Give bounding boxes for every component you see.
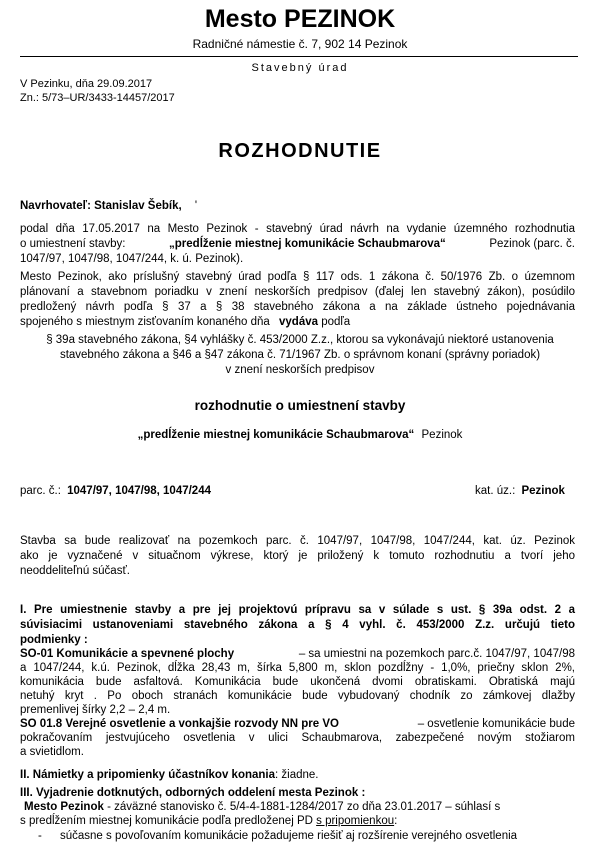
decision-subject-town: Pezinok bbox=[421, 429, 463, 441]
s2-line bbox=[20, 768, 319, 783]
so2-line1 bbox=[20, 717, 575, 732]
s1-heading-line3: podmienky : bbox=[20, 634, 88, 646]
p2-line4 bbox=[20, 315, 350, 330]
p2-line1: Mesto Pezinok, ako príslušný stavebný úrad podľa § 117 ods. 1 zákona č. 50/1976 Zb. o územnom bbox=[20, 271, 575, 283]
city-address: Radničné námestie č. 7, 902 14 Pezinok bbox=[192, 37, 408, 51]
p1-line2 bbox=[20, 237, 575, 252]
s3-l2a: s predĺžením miestnej komunikácie podľa predloženej PD bbox=[20, 815, 313, 827]
place-date: V Pezinku, dňa 29.09.2017 bbox=[20, 78, 153, 90]
so2-line3: a svietidlom. bbox=[20, 746, 84, 758]
law-line3: v znení neskorších predpisov bbox=[225, 364, 375, 376]
city-title: Mesto PEZINOK bbox=[204, 5, 396, 33]
p3-line3: neoddeliteľnú súčasť. bbox=[20, 565, 130, 577]
p1-subject: „predĺženie miestnej komunikácie Schaubmarova“ bbox=[169, 238, 446, 250]
so1-line4: netuhý kryt . Po oboch stranách komunikácie bude vybudovaný chodník zo zámkovej dlažby bbox=[20, 690, 575, 702]
p2-line3: predložený návrh podľa § 37 a § 38 stavebného zákona a na základe ústneho pojednávania bbox=[20, 301, 575, 313]
cadastral-value: Pezinok bbox=[521, 485, 565, 497]
document-heading: ROZHODNUTIE bbox=[218, 140, 382, 162]
cadastral-label: kat. úz.: bbox=[475, 485, 516, 497]
s2-label: II. Námietky a pripomienky účastníkov konania bbox=[20, 769, 276, 781]
s3-pripomienka: s pripomienkou bbox=[316, 815, 395, 827]
so2-l1: – osvetlenie komunikácie bude bbox=[417, 718, 575, 730]
so1-line2: a 1047/244, k.ú. Pezinok, dĺžka 28,43 m, šírka 5,800 m, sklon pozdĺžny - 1,0%, priečny sklon 2%, bbox=[20, 662, 575, 674]
decision-subject bbox=[0, 428, 600, 443]
p1-line1: podal dňa 17.05.2017 na Mesto Pezinok - stavebný úrad návrh na vydanie územného rozhodnutia bbox=[20, 223, 575, 235]
p3-line2: ako je vyznačené v situačnom výkrese, ktorý je priložený k tomuto rozhodnutiu a tvorí jeho bbox=[20, 550, 575, 562]
s3-line1 bbox=[24, 800, 500, 815]
law-line1: § 39a stavebného zákona, §4 vyhlášky č. 453/2000 Z.z., ktorou sa vykonávajú niektoré ustanovenia bbox=[46, 334, 554, 346]
applicant-name: Stanislav Šebík, bbox=[94, 200, 182, 212]
p1-line3: 1047/97, 1047/98, 1047/244, k. ú. Pezinok). bbox=[20, 253, 244, 265]
s1-heading-line2: súvisiacimi ustanoveniami stavebného zákona a § 4 vyhl. č. 453/2000 Z.z. určujú tieto bbox=[20, 619, 575, 631]
parcels-value: 1047/97, 1047/98, 1047/244 bbox=[67, 485, 211, 497]
applicant-label: Navrhovateľ: bbox=[20, 200, 91, 212]
p2-l4a: spojeného s miestnym zisťovaním konaného dňa bbox=[20, 316, 270, 328]
s3-l2c: : bbox=[394, 815, 398, 827]
so2-label: SO 01.8 Verejné osvetlenie a vonkajšie rozvody NN pre VO bbox=[20, 718, 339, 730]
so1-line3: komunikácia bude asfaltová. Komunikácia bude ukončená dvomi obratiskami. Obratiská majú bbox=[20, 676, 575, 688]
law-line2: stavebného zákona a §46 a §47 zákona č. 71/1967 Zb. o správnom konaní (správny poriadok) bbox=[59, 349, 541, 361]
so2-line2: pokračovaním jestvujúceho osvetlenia v ulici Schaubmarova, zabezpečené novým stožiarom bbox=[20, 732, 575, 744]
header-rule bbox=[20, 56, 578, 57]
p1-l2c: Pezinok (parc. č. bbox=[489, 238, 575, 250]
s3-bullet: - bbox=[38, 830, 42, 842]
s2-value: : žiadne. bbox=[275, 769, 319, 781]
s1-heading-line1: I. Pre umiestnenie stavby a pre jej projektovú prípravu sa v súlade s ust. § 39a odst. 2 a bbox=[20, 604, 575, 616]
so1-line5: premenlivej šírky 2,2 – 2,4 m. bbox=[20, 704, 171, 716]
s3-line2 bbox=[20, 814, 397, 829]
parcels-line bbox=[20, 484, 211, 499]
parcels-label: parc. č.: bbox=[20, 485, 61, 497]
decision-title: rozhodnutie o umiestnení stavby bbox=[194, 398, 406, 413]
s3-mesto: Mesto Pezinok bbox=[24, 801, 104, 813]
decision-subject-name: „predĺženie miestnej komunikácie Schaubmarova“ bbox=[137, 429, 415, 441]
cadastral-line bbox=[475, 484, 565, 499]
applicant-line bbox=[20, 199, 197, 214]
applicant-extra: ' bbox=[194, 200, 198, 212]
s3-line3: súčasne s povoľovaním komunikácie požadujeme riešiť aj rozšírenie verejného osvetlenia bbox=[60, 830, 518, 842]
so1-line1 bbox=[20, 647, 575, 662]
p2-l4c: podľa bbox=[321, 316, 351, 328]
reference-number: Zn.: 5/73–UR/3433-14457/2017 bbox=[20, 92, 175, 104]
s3-l1b: - záväzné stanovisko č. 5/4-4-1881-1284/2017 zo dňa 23.01.2017 – súhlasí s bbox=[107, 801, 501, 813]
so1-label: SO-01 Komunikácie a spevnené plochy bbox=[20, 648, 235, 660]
p2-vydava: vydáva bbox=[279, 316, 319, 328]
s3-heading: III. Vyjadrenie dotknutých, odborných oddelení mesta Pezinok : bbox=[20, 787, 366, 799]
office-name: Stavebný úrad bbox=[251, 62, 349, 74]
so1-l1: – sa umiestni na pozemkoch parc.č. 1047/97, 1047/98 bbox=[298, 648, 575, 660]
p1-l2a: o umiestnení stavby: bbox=[20, 238, 126, 250]
p2-line2: plánovaní a stavebnom poriadku v znení neskorších predpisov (ďalej len stavebný zákon), posúdilo bbox=[20, 286, 575, 298]
p3-line1: Stavba sa bude realizovať na pozemkoch parc. č. 1047/97, 1047/98, 1047/244, kat. úz. Pezinok bbox=[20, 535, 575, 547]
